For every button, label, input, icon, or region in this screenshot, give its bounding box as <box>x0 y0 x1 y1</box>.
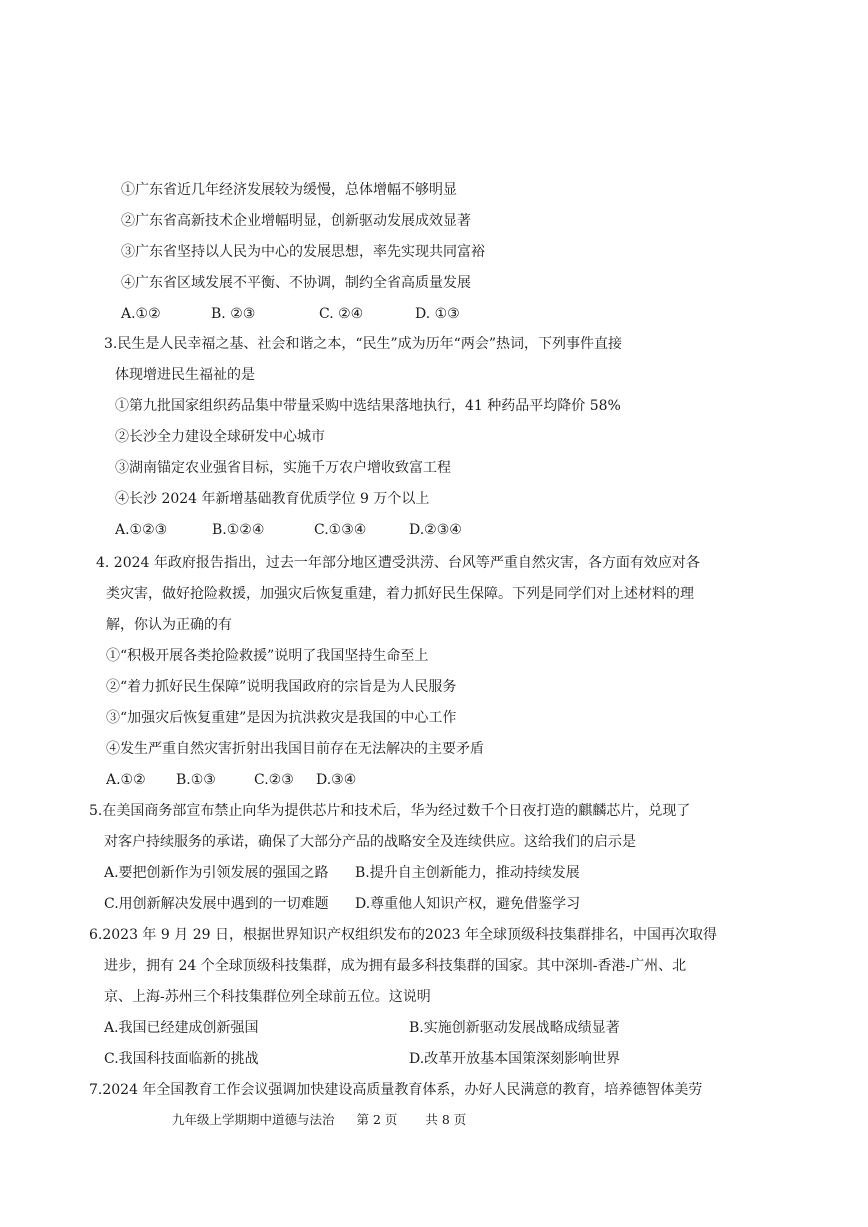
q2-option-b: B. ②③ <box>211 306 256 322</box>
q6-option-c: C.我国科技面临新的挑战 <box>104 1051 259 1067</box>
q3-statement-2: ②长沙全力建设全球研发中心城市 <box>115 429 325 445</box>
q3-option-b: B.①②④ <box>212 522 265 538</box>
q5-option-c: C.用创新解决发展中遇到的一切难题 <box>104 896 329 912</box>
footer-page-number: 第 2 页 <box>356 1112 398 1127</box>
q3-statement-1: ①第九批国家组织药品集中带量采购中选结果落地执行，41 种药品平均降价 58% <box>115 398 621 414</box>
q5-option-b: B.提升自主创新能力，推动持续发展 <box>355 865 580 881</box>
q2-statement-3: ③广东省坚持以人民为中心的发展思想，率先实现共同富裕 <box>121 244 485 260</box>
q2-option-a: A.①② <box>121 306 161 322</box>
q4-statement-3: ③“加强灾后恢复重建”是因为抗洪救灾是我国的中心工作 <box>106 710 457 726</box>
footer-course: 九年级上学期期中道德与法治 <box>172 1112 335 1127</box>
q6-stem-line-3: 京、上海-苏州三个科技集群位列全球前五位。这说明 <box>104 989 431 1005</box>
q6-option-d: D.改革开放基本国策深刻影响世界 <box>409 1051 621 1067</box>
q4-option-a: A.①② <box>106 772 146 788</box>
q3-option-a: A.①②③ <box>115 522 168 538</box>
q3-stem-line-2: 体现增进民生福祉的是 <box>115 367 255 383</box>
q4-statement-1: ①“积极开展各类抢险救援”说明了我国坚持生命至上 <box>106 648 429 664</box>
q4-stem-line-2: 类灾害，做好抢险救援，加强灾后恢复重建，着力抓好民生保障。下列是同学们对上述材料的理 <box>106 586 694 602</box>
q3-option-c: C.①③④ <box>314 522 367 538</box>
q7-stem-line-1: 7.2024 年全国教育工作会议强调加快建设高质量教育体系，办好人民满意的教育，培养德智体美劳 <box>89 1082 703 1098</box>
q2-option-d: D. ①③ <box>415 306 460 322</box>
q4-stem-line-1: 4. 2024 年政府报告指出，过去一年部分地区遭受洪涝、台风等严重自然灾害，各方面有效应对各 <box>96 555 700 571</box>
footer-total-pages: 共 8 页 <box>425 1112 467 1127</box>
footer <box>172 1110 466 1130</box>
q6-stem-line-1: 6.2023 年 9 月 29 日，根据世界知识产权组织发布的2023 年全球顶级科技集群排名，中国再次取得 <box>89 927 718 943</box>
q6-option-a: A.我国已经建成创新强国 <box>104 1020 259 1036</box>
q4-statement-2: ②“着力抓好民生保障”说明我国政府的宗旨是为人民服务 <box>106 679 457 695</box>
q5-option-a: A.要把创新作为引领发展的强国之路 <box>104 865 329 881</box>
q6-stem-line-2: 进步，拥有 24 个全球顶级科技集群，成为拥有最多科技集群的国家。其中深圳-香港-广州、北 <box>104 958 687 974</box>
q5-stem-line-2: 对客户持续服务的承诺，确保了大部分产品的战略安全及连续供应。这给我们的启示是 <box>104 834 636 850</box>
q2-statement-1: ①广东省近几年经济发展较为缓慢，总体增幅不够明显 <box>121 182 457 198</box>
q2-options <box>121 304 460 324</box>
q3-stem-line-1: 3.民生是人民幸福之基、社会和谐之本，“民生”成为历年“两会”热词，下列事件直接 <box>104 336 622 352</box>
q5-option-d: D.尊重他人知识产权，避免借鉴学习 <box>355 896 581 912</box>
q4-statement-4: ④发生严重自然灾害折射出我国目前存在无法解决的主要矛盾 <box>106 741 484 757</box>
q5-stem-line-1: 5.在美国商务部宣布禁止向华为提供芯片和技术后，华为经过数千个日夜打造的麒麟芯片，兑现了 <box>89 803 691 819</box>
q4-stem-line-3: 解，你认为正确的有 <box>106 617 232 633</box>
q4-options <box>106 770 356 790</box>
q6-option-b: B.实施创新驱动发展战略成绩显著 <box>409 1020 620 1036</box>
q2-statement-4: ④广东省区域发展不平衡、不协调，制约全省高质量发展 <box>121 275 471 291</box>
q4-option-c: C.②③ <box>254 772 294 788</box>
q2-statement-2: ②广东省高新技术企业增幅明显，创新驱动发展成效显著 <box>121 213 471 229</box>
q3-option-d: D.②③④ <box>409 522 462 538</box>
q3-options <box>115 520 462 540</box>
q2-option-c: C. ②④ <box>319 306 364 322</box>
q3-statement-3: ③湖南锚定农业强省目标，实施千万农户增收致富工程 <box>115 460 451 476</box>
q3-statement-4: ④长沙 2024 年新增基础教育优质学位 9 万个以上 <box>115 491 430 507</box>
q4-option-d: D.③④ <box>316 772 357 788</box>
q4-option-b: B.①③ <box>176 772 216 788</box>
